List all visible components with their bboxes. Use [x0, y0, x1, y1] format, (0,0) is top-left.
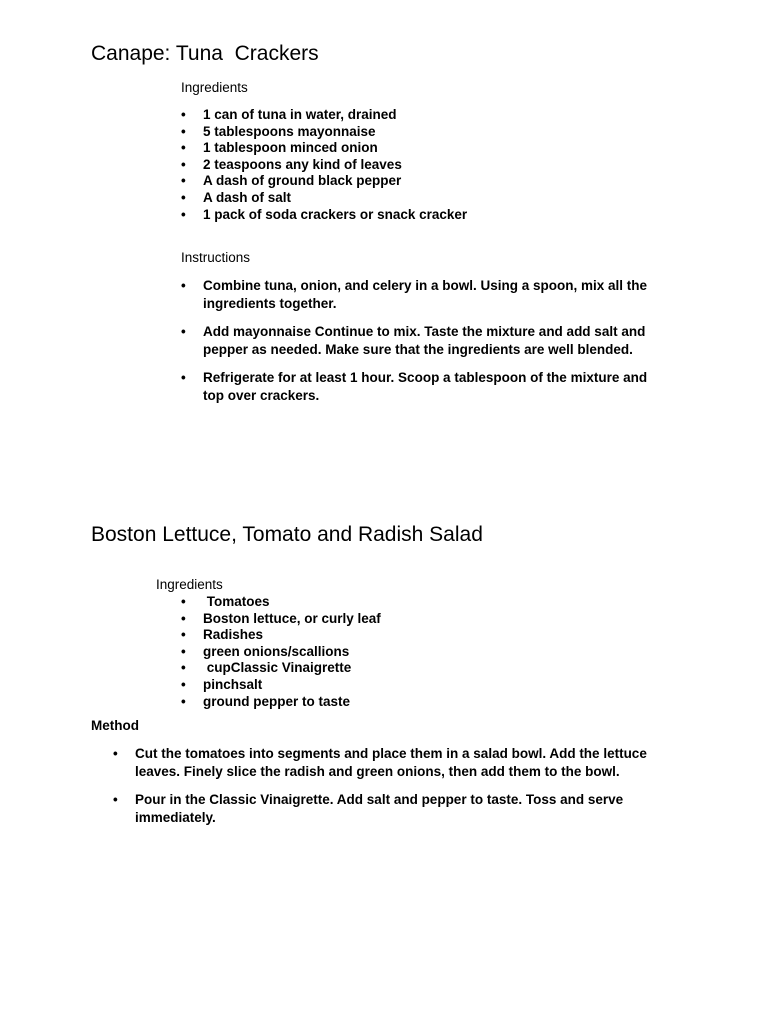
ingredient-item: • 1 can of tuna in water, drained [181, 107, 621, 124]
method-label: Method [91, 718, 139, 733]
instruction-step: • Refrigerate for at least 1 hour. Scoop a tablespoon of the mixture and top over crackers. [181, 369, 667, 405]
ingredient-item: • 1 pack of soda crackers or snack cracker [181, 207, 621, 224]
instructions-label: Instructions [181, 250, 251, 265]
ingredient-item: • 1 tablespoon minced onion [181, 140, 621, 157]
ingredients-label: Ingredients [181, 80, 248, 95]
instruction-step: • Add mayonnaise Continue to mix. Taste the mixture and add salt and pepper as needed. Make sure that the ingredients are well blended. [181, 323, 667, 359]
ingredient-item: • Tomatoes [181, 594, 621, 611]
ingredient-item: • cupClassic Vinaigrette [181, 660, 621, 677]
method-step: • Pour in the Classic Vinaigrette. Add salt and pepper to taste. Toss and serve immediately. [113, 791, 668, 827]
ingredients-label: Ingredients [156, 577, 223, 592]
ingredient-item: • Boston lettuce, or curly leaf [181, 611, 621, 628]
ingredient-item: • 2 teaspoons any kind of leaves [181, 157, 621, 174]
ingredient-item: • Radishes [181, 627, 621, 644]
ingredient-item: • 5 tablespoons mayonnaise [181, 124, 621, 141]
instruction-step: • Combine tuna, onion, and celery in a bowl. Using a spoon, mix all the ingredients together. [181, 277, 667, 313]
ingredient-item: • green onions/scallions [181, 644, 621, 661]
recipe-title-lettuce-salad: Boston Lettuce, Tomato and Radish Salad [91, 523, 483, 546]
instructions-list [181, 277, 667, 415]
ingredient-item: • A dash of ground black pepper [181, 173, 621, 190]
ingredient-item: • A dash of salt [181, 190, 621, 207]
recipe-title-tuna-crackers: Canape: Tuna Crackers [91, 42, 319, 65]
method-step: • Cut the tomatoes into segments and place them in a salad bowl. Add the lettuce leaves. Finely slice the radish and green onions, then add them to the bowl. [113, 745, 668, 781]
ingredient-item: • pinchsalt [181, 677, 621, 694]
method-list [113, 745, 668, 837]
ingredients-list [181, 107, 621, 223]
ingredients-list [181, 594, 621, 710]
ingredient-item: • ground pepper to taste [181, 694, 621, 711]
